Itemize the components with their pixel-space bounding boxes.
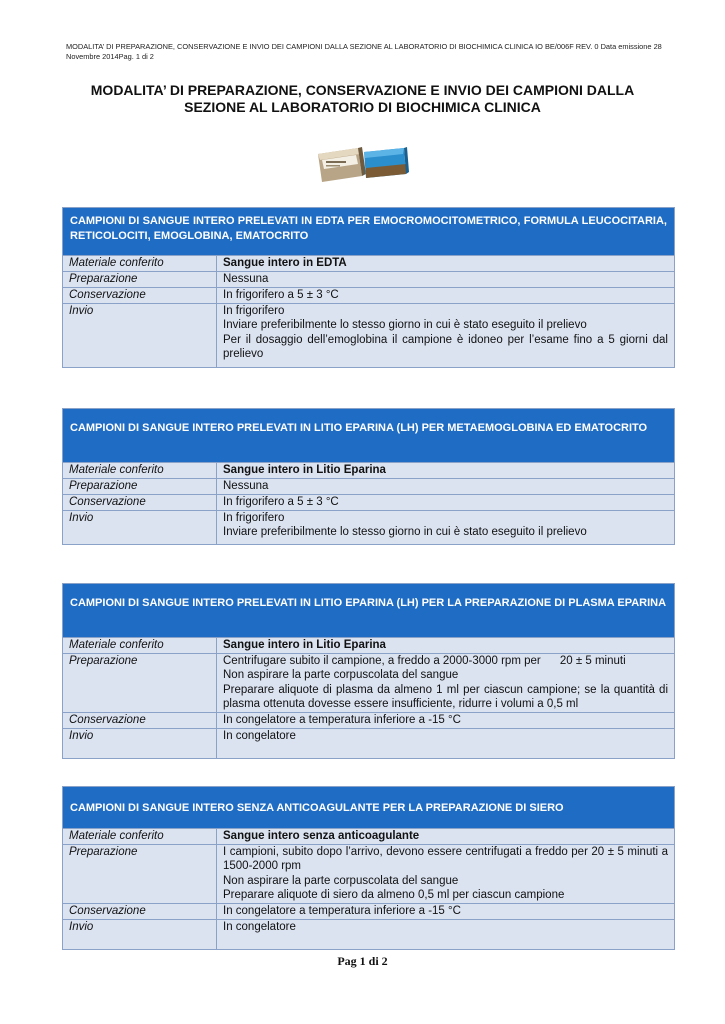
value-line: Preparare aliquote di plasma da almeno 1 ml per ciascun campione; se la quantità di plasma ottenuta dovesse essere insufficiente, ridurre i volumi a 0,5 ml [223,683,668,710]
section-table [63,463,674,544]
page-title [40,82,685,116]
field-label: Conservazione [63,287,217,303]
field-label: Materiale conferito [63,463,217,478]
field-value: Nessuna [217,478,675,494]
section-table [63,256,674,367]
field-label: Preparazione [63,271,217,287]
field-value [217,303,675,367]
field-value: In congelatore a temperatura inferiore a -15 °C [217,903,675,919]
field-label: Materiale conferito [63,829,217,844]
section-heading: CAMPIONI DI SANGUE INTERO PRELEVATI IN EDTA PER EMOCROMOCITOMETRICO, FORMULA LEUCOCITARIA, RETICOLOCITI, EMOGLOBINA, EMATOCRITO [63,208,674,256]
section-table [63,638,674,758]
field-label: Preparazione [63,844,217,903]
field-label: Conservazione [63,903,217,919]
value-line: In frigorifero [223,304,285,317]
field-value: Nessuna [217,271,675,287]
field-label: Materiale conferito [63,256,217,271]
field-value: Sangue intero in Litio Eparina [217,463,675,478]
field-label: Conservazione [63,494,217,510]
value-line: In frigorifero [223,511,285,524]
value-line: Inviare preferibilmente lo stesso giorno in cui è stato eseguito il prelievo [223,526,587,538]
field-value [217,653,675,712]
section-heading: CAMPIONI DI SANGUE INTERO PRELEVATI IN LITIO EPARINA (LH) PER METAEMOGLOBINA ED EMATOCRITO [63,409,674,463]
value-line: I campioni, subito dopo l’arrivo, devono essere centrifugati a freddo per 20 ± 5 minuti a 1500-2000 rpm [223,845,668,872]
value-line: Non aspirare la parte corpuscolata del sangue [223,874,459,887]
field-label: Materiale conferito [63,638,217,653]
page-title-line-1: MODALITA’ DI PREPARAZIONE, CONSERVAZIONE E INVIO DEI CAMPIONI DALLA [90,82,635,98]
field-value: In frigorifero a 5 ± 3 °C [217,494,675,510]
field-value [217,844,675,903]
value-line: Centrifugare subito il campione, a freddo a 2000-3000 rpm per 20 ± 5 minuti [223,654,626,667]
section-heading: CAMPIONI DI SANGUE INTERO PRELEVATI IN LITIO EPARINA (LH) PER LA PREPARAZIONE DI PLASMA EPARINA [63,584,674,638]
field-label: Invio [63,303,217,367]
field-value: In congelatore [217,919,675,949]
value-line: Non aspirare la parte corpuscolata del sangue [223,669,459,681]
field-value: In congelatore [217,728,675,758]
field-value: Sangue intero in EDTA [217,256,675,271]
field-label: Preparazione [63,478,217,494]
section-litio-eparina [62,408,675,545]
section-plasma-eparina [62,583,675,759]
section-edta [62,207,675,368]
field-value: Sangue intero senza anticoagulante [217,829,675,844]
field-label: Conservazione [63,712,217,728]
value-line: Per il dosaggio dell’emoglobina il campione è idoneo per l’esame fino a 5 giorni dal prelievo [223,333,668,360]
page-title-line-2: SEZIONE AL LABORATORIO DI BIOCHIMICA CLINICA [184,99,541,115]
section-heading: CAMPIONI DI SANGUE INTERO SENZA ANTICOAGULANTE PER LA PREPARAZIONE DI SIERO [63,787,674,829]
field-label: Preparazione [63,653,217,712]
running-header: MODALITA’ DI PREPARAZIONE, CONSERVAZIONE E INVIO DEI CAMPIONI DALLA SEZIONE AL LABORATORIO DI BIOCHIMICA CLINICA IO BE/006F REV. 0 Data emissione 28 Novembre 2014Pag. 1 di 2 [66,42,662,61]
field-value: In congelatore a temperatura inferiore a -15 °C [217,712,675,728]
field-value: In frigorifero a 5 ± 3 °C [217,287,675,303]
field-label: Invio [63,919,217,949]
section-siero [62,786,675,950]
field-label: Invio [63,728,217,758]
value-line: Preparare aliquote di siero da almeno 0,5 ml per ciascun campione [223,889,565,901]
field-label: Invio [63,510,217,544]
page-number: Pag 1 di 2 [337,954,388,968]
value-line: Inviare preferibilmente lo stesso giorno in cui è stato eseguito il prelievo [223,319,587,331]
section-table [63,829,674,949]
sample-containers-photo [314,140,410,184]
field-value: Sangue intero in Litio Eparina [217,638,675,653]
field-value [217,510,675,544]
